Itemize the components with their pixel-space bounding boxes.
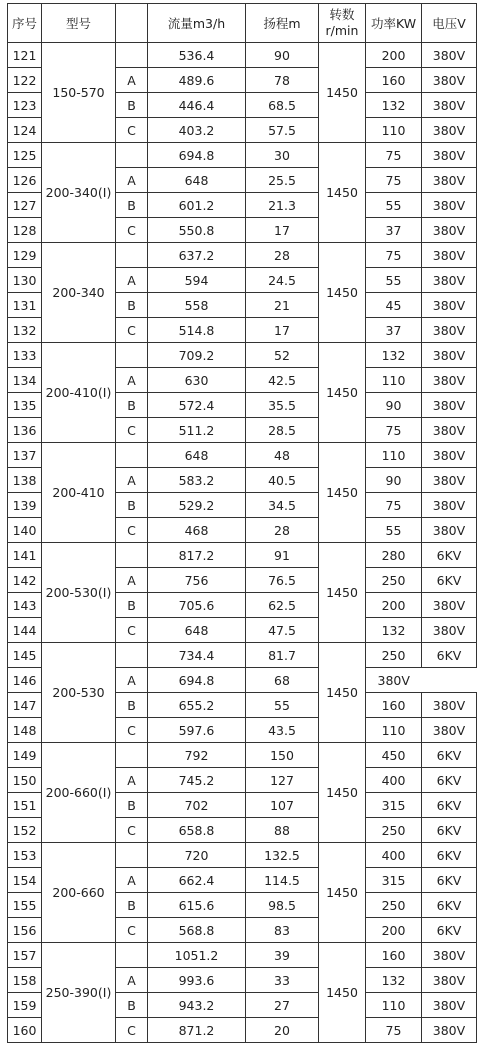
variant-cell: C [116, 618, 148, 643]
variant-cell [116, 343, 148, 368]
flow-cell: 694.8 [148, 668, 246, 693]
flow-cell: 655.2 [148, 693, 246, 718]
variant-cell: A [116, 368, 148, 393]
seq-cell: 122 [8, 68, 42, 93]
head-cell: 21 [246, 293, 319, 318]
variant-cell [116, 143, 148, 168]
seq-cell: 158 [8, 968, 42, 993]
power-cell: 37 [366, 318, 422, 343]
flow-cell: 720 [148, 843, 246, 868]
seq-cell: 156 [8, 918, 42, 943]
head-cell: 20 [246, 1018, 319, 1043]
voltage-cell: 380V [422, 43, 477, 68]
head-cell: 34.5 [246, 493, 319, 518]
flow-cell: 709.2 [148, 343, 246, 368]
table-row [8, 43, 477, 68]
power-cell: 250 [366, 643, 422, 668]
flow-cell: 745.2 [148, 768, 246, 793]
seq-cell: 130 [8, 268, 42, 293]
header-power: 功率KW [366, 4, 422, 43]
power-cell: 110 [366, 118, 422, 143]
seq-cell: 128 [8, 218, 42, 243]
table-row [8, 943, 477, 968]
speed-cell: 1450 [319, 543, 366, 643]
seq-cell: 132 [8, 318, 42, 343]
flow-cell: 558 [148, 293, 246, 318]
flow-cell: 511.2 [148, 418, 246, 443]
seq-cell: 155 [8, 893, 42, 918]
head-cell: 81.7 [246, 643, 319, 668]
power-cell: 160 [366, 943, 422, 968]
voltage-cell: 6KV [422, 918, 477, 943]
head-cell: 68.5 [246, 93, 319, 118]
flow-cell: 630 [148, 368, 246, 393]
variant-cell: B [116, 893, 148, 918]
table-body [8, 43, 477, 1043]
head-cell: 33 [246, 968, 319, 993]
head-cell: 114.5 [246, 868, 319, 893]
flow-cell: 536.4 [148, 43, 246, 68]
flow-cell: 529.2 [148, 493, 246, 518]
variant-cell: A [116, 968, 148, 993]
flow-cell: 489.6 [148, 68, 246, 93]
power-cell: 400 [366, 768, 422, 793]
variant-cell: B [116, 693, 148, 718]
seq-cell: 148 [8, 718, 42, 743]
variant-cell [116, 543, 148, 568]
speed-cell: 1450 [319, 143, 366, 243]
table-row [8, 843, 477, 868]
seq-cell: 146 [8, 668, 42, 693]
power-cell: 450 [366, 743, 422, 768]
head-cell: 107 [246, 793, 319, 818]
voltage-cell [422, 668, 477, 693]
power-cell: 132 [366, 618, 422, 643]
variant-cell: B [116, 393, 148, 418]
flow-cell: 871.2 [148, 1018, 246, 1043]
table-header [8, 4, 477, 43]
table-row [8, 643, 477, 668]
power-cell: 380V [366, 668, 422, 693]
variant-cell: C [116, 918, 148, 943]
seq-cell: 136 [8, 418, 42, 443]
power-cell: 45 [366, 293, 422, 318]
head-cell: 24.5 [246, 268, 319, 293]
seq-cell: 139 [8, 493, 42, 518]
voltage-cell: 380V [422, 718, 477, 743]
power-cell: 55 [366, 193, 422, 218]
model-cell: 200-410(I) [42, 343, 116, 443]
header-voltage: 电压V [422, 4, 477, 43]
power-cell: 90 [366, 468, 422, 493]
voltage-cell: 380V [422, 68, 477, 93]
voltage-cell: 380V [422, 318, 477, 343]
head-cell: 150 [246, 743, 319, 768]
voltage-cell: 380V [422, 393, 477, 418]
variant-cell: C [116, 718, 148, 743]
head-cell: 76.5 [246, 568, 319, 593]
head-cell: 48 [246, 443, 319, 468]
seq-cell: 159 [8, 993, 42, 1018]
power-cell: 75 [366, 1018, 422, 1043]
power-cell: 75 [366, 143, 422, 168]
variant-cell [116, 443, 148, 468]
flow-cell: 637.2 [148, 243, 246, 268]
head-cell: 90 [246, 43, 319, 68]
flow-cell: 594 [148, 268, 246, 293]
head-cell: 91 [246, 543, 319, 568]
table-row [8, 143, 477, 168]
voltage-cell: 6KV [422, 543, 477, 568]
power-cell: 280 [366, 543, 422, 568]
seq-cell: 149 [8, 743, 42, 768]
seq-cell: 137 [8, 443, 42, 468]
head-cell: 88 [246, 818, 319, 843]
seq-cell: 153 [8, 843, 42, 868]
power-cell: 75 [366, 493, 422, 518]
flow-cell: 648 [148, 168, 246, 193]
header-model: 型号 [42, 4, 116, 43]
model-cell: 200-340(I) [42, 143, 116, 243]
header-flow: 流量m3/h [148, 4, 246, 43]
seq-cell: 126 [8, 168, 42, 193]
model-cell: 200-660(I) [42, 743, 116, 843]
header-seq: 序号 [8, 4, 42, 43]
variant-cell: A [116, 868, 148, 893]
head-cell: 83 [246, 918, 319, 943]
model-cell: 200-530(I) [42, 543, 116, 643]
voltage-cell: 6KV [422, 843, 477, 868]
seq-cell: 160 [8, 1018, 42, 1043]
voltage-cell: 380V [422, 143, 477, 168]
seq-cell: 133 [8, 343, 42, 368]
variant-cell: C [116, 118, 148, 143]
head-cell: 47.5 [246, 618, 319, 643]
seq-cell: 135 [8, 393, 42, 418]
power-cell: 200 [366, 918, 422, 943]
flow-cell: 572.4 [148, 393, 246, 418]
head-cell: 42.5 [246, 368, 319, 393]
seq-cell: 138 [8, 468, 42, 493]
head-cell: 52 [246, 343, 319, 368]
header-speed-line2: r/min [325, 23, 359, 38]
variant-cell: B [116, 593, 148, 618]
variant-cell [116, 843, 148, 868]
voltage-cell: 380V [422, 118, 477, 143]
voltage-cell: 380V [422, 493, 477, 518]
power-cell: 75 [366, 418, 422, 443]
voltage-cell: 380V [422, 443, 477, 468]
power-cell: 110 [366, 368, 422, 393]
table-row [8, 443, 477, 468]
flow-cell: 446.4 [148, 93, 246, 118]
voltage-cell: 380V [422, 418, 477, 443]
flow-cell: 583.2 [148, 468, 246, 493]
flow-cell: 514.8 [148, 318, 246, 343]
seq-cell: 144 [8, 618, 42, 643]
table-row [8, 543, 477, 568]
variant-cell [116, 43, 148, 68]
flow-cell: 705.6 [148, 593, 246, 618]
head-cell: 17 [246, 318, 319, 343]
model-cell: 200-530 [42, 643, 116, 743]
voltage-cell: 6KV [422, 793, 477, 818]
power-cell: 110 [366, 443, 422, 468]
voltage-cell: 6KV [422, 643, 477, 668]
power-cell: 250 [366, 568, 422, 593]
variant-cell: A [116, 668, 148, 693]
speed-cell: 1450 [319, 843, 366, 943]
head-cell: 43.5 [246, 718, 319, 743]
power-cell: 315 [366, 868, 422, 893]
power-cell: 110 [366, 993, 422, 1018]
power-cell: 90 [366, 393, 422, 418]
speed-cell: 1450 [319, 643, 366, 743]
variant-cell: A [116, 468, 148, 493]
power-cell: 200 [366, 43, 422, 68]
voltage-cell: 380V [422, 968, 477, 993]
head-cell: 35.5 [246, 393, 319, 418]
flow-cell: 817.2 [148, 543, 246, 568]
voltage-cell: 380V [422, 518, 477, 543]
flow-cell: 648 [148, 443, 246, 468]
head-cell: 28 [246, 518, 319, 543]
model-cell: 250-390(I) [42, 943, 116, 1043]
flow-cell: 694.8 [148, 143, 246, 168]
flow-cell: 756 [148, 568, 246, 593]
header-speed [319, 4, 366, 43]
voltage-cell: 380V [422, 343, 477, 368]
power-cell: 75 [366, 243, 422, 268]
flow-cell: 601.2 [148, 193, 246, 218]
seq-cell: 140 [8, 518, 42, 543]
flow-cell: 1051.2 [148, 943, 246, 968]
power-cell: 132 [366, 343, 422, 368]
speed-cell: 1450 [319, 43, 366, 143]
head-cell: 57.5 [246, 118, 319, 143]
pump-spec-table [7, 3, 477, 1043]
header-speed-line1: 转数 [329, 7, 355, 22]
head-cell: 132.5 [246, 843, 319, 868]
seq-cell: 141 [8, 543, 42, 568]
variant-cell: C [116, 1018, 148, 1043]
voltage-cell: 6KV [422, 893, 477, 918]
head-cell: 68 [246, 668, 319, 693]
seq-cell: 150 [8, 768, 42, 793]
voltage-cell: 6KV [422, 743, 477, 768]
table-row [8, 243, 477, 268]
voltage-cell: 380V [422, 618, 477, 643]
flow-cell: 734.4 [148, 643, 246, 668]
head-cell: 27 [246, 993, 319, 1018]
variant-cell: C [116, 818, 148, 843]
power-cell: 160 [366, 693, 422, 718]
head-cell: 62.5 [246, 593, 319, 618]
variant-cell: B [116, 193, 148, 218]
speed-cell: 1450 [319, 943, 366, 1043]
speed-cell: 1450 [319, 743, 366, 843]
voltage-cell: 380V [422, 168, 477, 193]
power-cell: 55 [366, 518, 422, 543]
flow-cell: 648 [148, 618, 246, 643]
head-cell: 30 [246, 143, 319, 168]
voltage-cell: 380V [422, 218, 477, 243]
seq-cell: 145 [8, 643, 42, 668]
seq-cell: 157 [8, 943, 42, 968]
head-cell: 21.3 [246, 193, 319, 218]
flow-cell: 615.6 [148, 893, 246, 918]
flow-cell: 597.6 [148, 718, 246, 743]
power-cell: 55 [366, 268, 422, 293]
power-cell: 37 [366, 218, 422, 243]
head-cell: 98.5 [246, 893, 319, 918]
flow-cell: 702 [148, 793, 246, 818]
variant-cell: A [116, 568, 148, 593]
voltage-cell: 6KV [422, 568, 477, 593]
seq-cell: 151 [8, 793, 42, 818]
voltage-cell: 380V [422, 368, 477, 393]
power-cell: 132 [366, 968, 422, 993]
power-cell: 200 [366, 593, 422, 618]
seq-cell: 129 [8, 243, 42, 268]
seq-cell: 127 [8, 193, 42, 218]
variant-cell [116, 243, 148, 268]
speed-cell: 1450 [319, 343, 366, 443]
variant-cell [116, 643, 148, 668]
seq-cell: 124 [8, 118, 42, 143]
power-cell: 75 [366, 168, 422, 193]
seq-cell: 142 [8, 568, 42, 593]
power-cell: 110 [366, 718, 422, 743]
power-cell: 132 [366, 93, 422, 118]
head-cell: 40.5 [246, 468, 319, 493]
model-cell: 150-570 [42, 43, 116, 143]
table-row [8, 343, 477, 368]
power-cell: 160 [366, 68, 422, 93]
variant-cell: A [116, 68, 148, 93]
variant-cell: B [116, 993, 148, 1018]
flow-cell: 468 [148, 518, 246, 543]
voltage-cell: 380V [422, 93, 477, 118]
variant-cell: A [116, 768, 148, 793]
variant-cell: B [116, 493, 148, 518]
flow-cell: 993.6 [148, 968, 246, 993]
header-variant [116, 4, 148, 43]
flow-cell: 568.8 [148, 918, 246, 943]
voltage-cell: 380V [422, 268, 477, 293]
head-cell: 39 [246, 943, 319, 968]
model-cell: 200-410 [42, 443, 116, 543]
seq-cell: 125 [8, 143, 42, 168]
voltage-cell: 6KV [422, 818, 477, 843]
seq-cell: 134 [8, 368, 42, 393]
flow-cell: 658.8 [148, 818, 246, 843]
header-head: 扬程m [246, 4, 319, 43]
power-cell: 250 [366, 893, 422, 918]
head-cell: 127 [246, 768, 319, 793]
seq-cell: 121 [8, 43, 42, 68]
head-cell: 17 [246, 218, 319, 243]
flow-cell: 550.8 [148, 218, 246, 243]
flow-cell: 943.2 [148, 993, 246, 1018]
voltage-cell: 380V [422, 993, 477, 1018]
flow-cell: 792 [148, 743, 246, 768]
model-cell: 200-340 [42, 243, 116, 343]
power-cell: 250 [366, 818, 422, 843]
variant-cell: A [116, 268, 148, 293]
voltage-cell: 380V [422, 593, 477, 618]
voltage-cell: 380V [422, 1018, 477, 1043]
voltage-cell: 380V [422, 243, 477, 268]
model-cell: 200-660 [42, 843, 116, 943]
head-cell: 78 [246, 68, 319, 93]
head-cell: 28 [246, 243, 319, 268]
variant-cell: A [116, 168, 148, 193]
variant-cell [116, 743, 148, 768]
power-cell: 315 [366, 793, 422, 818]
voltage-cell: 6KV [422, 868, 477, 893]
seq-cell: 154 [8, 868, 42, 893]
voltage-cell: 380V [422, 468, 477, 493]
variant-cell [116, 943, 148, 968]
table-row [8, 743, 477, 768]
variant-cell: C [116, 218, 148, 243]
variant-cell: B [116, 793, 148, 818]
voltage-cell: 380V [422, 193, 477, 218]
head-cell: 25.5 [246, 168, 319, 193]
voltage-cell: 380V [422, 693, 477, 718]
header-row [8, 4, 477, 43]
flow-cell: 403.2 [148, 118, 246, 143]
variant-cell: B [116, 293, 148, 318]
voltage-cell: 6KV [422, 768, 477, 793]
variant-cell: C [116, 418, 148, 443]
seq-cell: 131 [8, 293, 42, 318]
variant-cell: C [116, 318, 148, 343]
voltage-cell: 380V [422, 943, 477, 968]
variant-cell: C [116, 518, 148, 543]
seq-cell: 152 [8, 818, 42, 843]
speed-cell: 1450 [319, 243, 366, 343]
seq-cell: 143 [8, 593, 42, 618]
head-cell: 55 [246, 693, 319, 718]
speed-cell: 1450 [319, 443, 366, 543]
seq-cell: 123 [8, 93, 42, 118]
seq-cell: 147 [8, 693, 42, 718]
variant-cell: B [116, 93, 148, 118]
power-cell: 400 [366, 843, 422, 868]
head-cell: 28.5 [246, 418, 319, 443]
voltage-cell: 380V [422, 293, 477, 318]
flow-cell: 662.4 [148, 868, 246, 893]
